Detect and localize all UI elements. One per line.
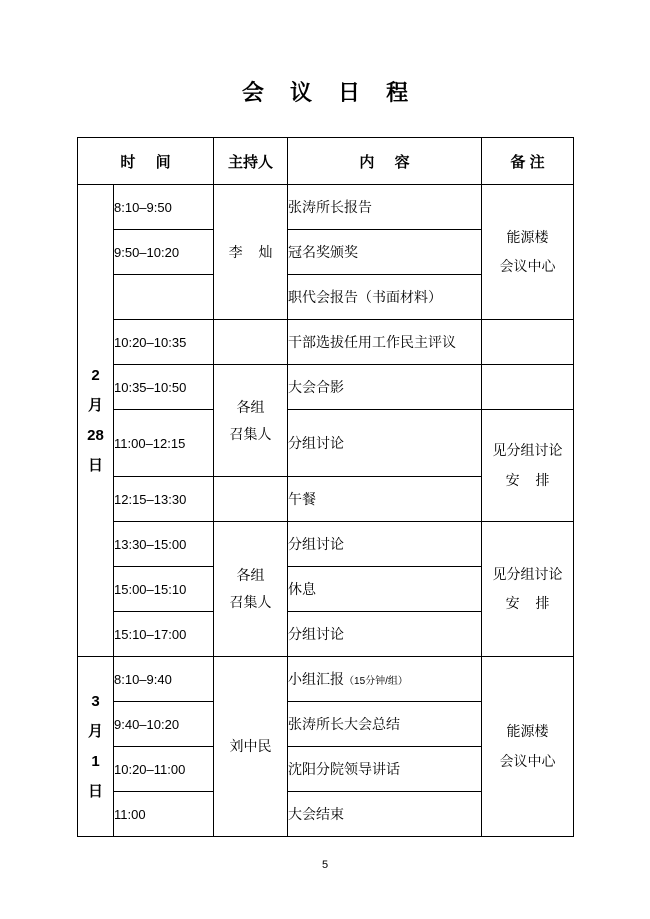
table-row xyxy=(78,410,574,477)
cell-host xyxy=(214,185,288,320)
header-content: 内 容 xyxy=(288,138,482,185)
cell-content: 职代会报告（书面材料） xyxy=(288,275,482,320)
note-line: 安 排 xyxy=(505,471,556,488)
day-label-line: 2 xyxy=(91,366,100,384)
table-row xyxy=(78,522,574,567)
header-note: 备 注 xyxy=(482,138,574,185)
cell-note xyxy=(482,522,574,657)
cell-content: 张涛所长报告 xyxy=(288,185,482,230)
cell-content: 干部选拔任用工作民主评议 xyxy=(288,320,482,365)
content-note: （15分钟/组） xyxy=(344,676,408,687)
day-label-line: 28 xyxy=(87,426,104,444)
cell-content: 分组讨论 xyxy=(288,522,482,567)
cell-time xyxy=(114,275,214,320)
cell-content: 张涛所长大会总结 xyxy=(288,702,482,747)
cell-time: 12:15–13:30 xyxy=(114,477,214,522)
cell-content: 大会结束 xyxy=(288,792,482,837)
host-line: 各组 xyxy=(236,398,265,415)
cell-time: 10:20–10:35 xyxy=(114,320,214,365)
cell-time: 13:30–15:00 xyxy=(114,522,214,567)
cell-content: 沈阳分院领导讲话 xyxy=(288,747,482,792)
day-label-line: 1 xyxy=(91,752,100,770)
page-title: 会 议 日 程 xyxy=(241,80,419,105)
cell-time: 10:20–11:00 xyxy=(114,747,214,792)
day-label-line: 月 xyxy=(87,396,103,414)
cell-time: 11:00 xyxy=(114,792,214,837)
header-time: 时 间 xyxy=(78,138,214,185)
cell-time: 15:10–17:00 xyxy=(114,612,214,657)
day-label-feb28 xyxy=(78,185,114,657)
cell-note xyxy=(482,320,574,365)
cell-time: 10:35–10:50 xyxy=(114,365,214,410)
cell-content: 分组讨论 xyxy=(288,612,482,657)
note-line: 见分组讨论 xyxy=(492,442,563,459)
cell-time: 8:10–9:40 xyxy=(114,657,214,702)
day-label-line: 日 xyxy=(87,782,103,800)
cell-content xyxy=(288,657,482,702)
table-row xyxy=(78,320,574,365)
note-line: 能源楼 xyxy=(506,723,549,740)
cell-content: 午餐 xyxy=(288,477,482,522)
note-line: 见分组讨论 xyxy=(492,565,563,582)
day-label-mar1 xyxy=(78,657,114,837)
header-host: 主持人 xyxy=(214,138,288,185)
cell-content: 冠名奖颁奖 xyxy=(288,230,482,275)
table-header-row xyxy=(78,138,574,185)
schedule-table xyxy=(77,137,574,837)
cell-content: 分组讨论 xyxy=(288,410,482,477)
cell-host xyxy=(214,522,288,657)
note-line: 安 排 xyxy=(505,595,556,611)
table-row xyxy=(78,185,574,230)
cell-time: 8:10–9:50 xyxy=(114,185,214,230)
schedule-table-wrapper xyxy=(77,137,573,837)
content-main: 小组汇报 xyxy=(288,671,345,687)
cell-note xyxy=(482,185,574,320)
cell-host xyxy=(214,477,288,522)
cell-time: 9:40–10:20 xyxy=(114,702,214,747)
host-name: 李 灿 xyxy=(228,243,279,260)
cell-time: 15:00–15:10 xyxy=(114,567,214,612)
day-label-line: 3 xyxy=(91,692,100,710)
cell-time: 11:00–12:15 xyxy=(114,410,214,477)
cell-note xyxy=(482,657,574,837)
cell-time: 9:50–10:20 xyxy=(114,230,214,275)
table-row xyxy=(78,657,574,702)
cell-host xyxy=(214,320,288,365)
note-line: 能源楼 xyxy=(506,228,549,245)
host-line: 各组 xyxy=(236,567,265,584)
day-label-line: 月 xyxy=(87,722,103,740)
host-line: 召集人 xyxy=(229,594,272,610)
cell-host xyxy=(214,365,288,477)
cell-note xyxy=(482,365,574,410)
host-line: 召集人 xyxy=(229,425,272,442)
cell-note xyxy=(482,410,574,522)
cell-content: 大会合影 xyxy=(288,365,482,410)
note-line: 会议中心 xyxy=(499,752,556,769)
table-row xyxy=(78,365,574,410)
page-number: 5 xyxy=(321,859,329,871)
note-line: 会议中心 xyxy=(499,258,556,274)
cell-content: 休息 xyxy=(288,567,482,612)
cell-host: 刘中民 xyxy=(214,657,288,837)
day-label-line: 日 xyxy=(87,456,103,474)
